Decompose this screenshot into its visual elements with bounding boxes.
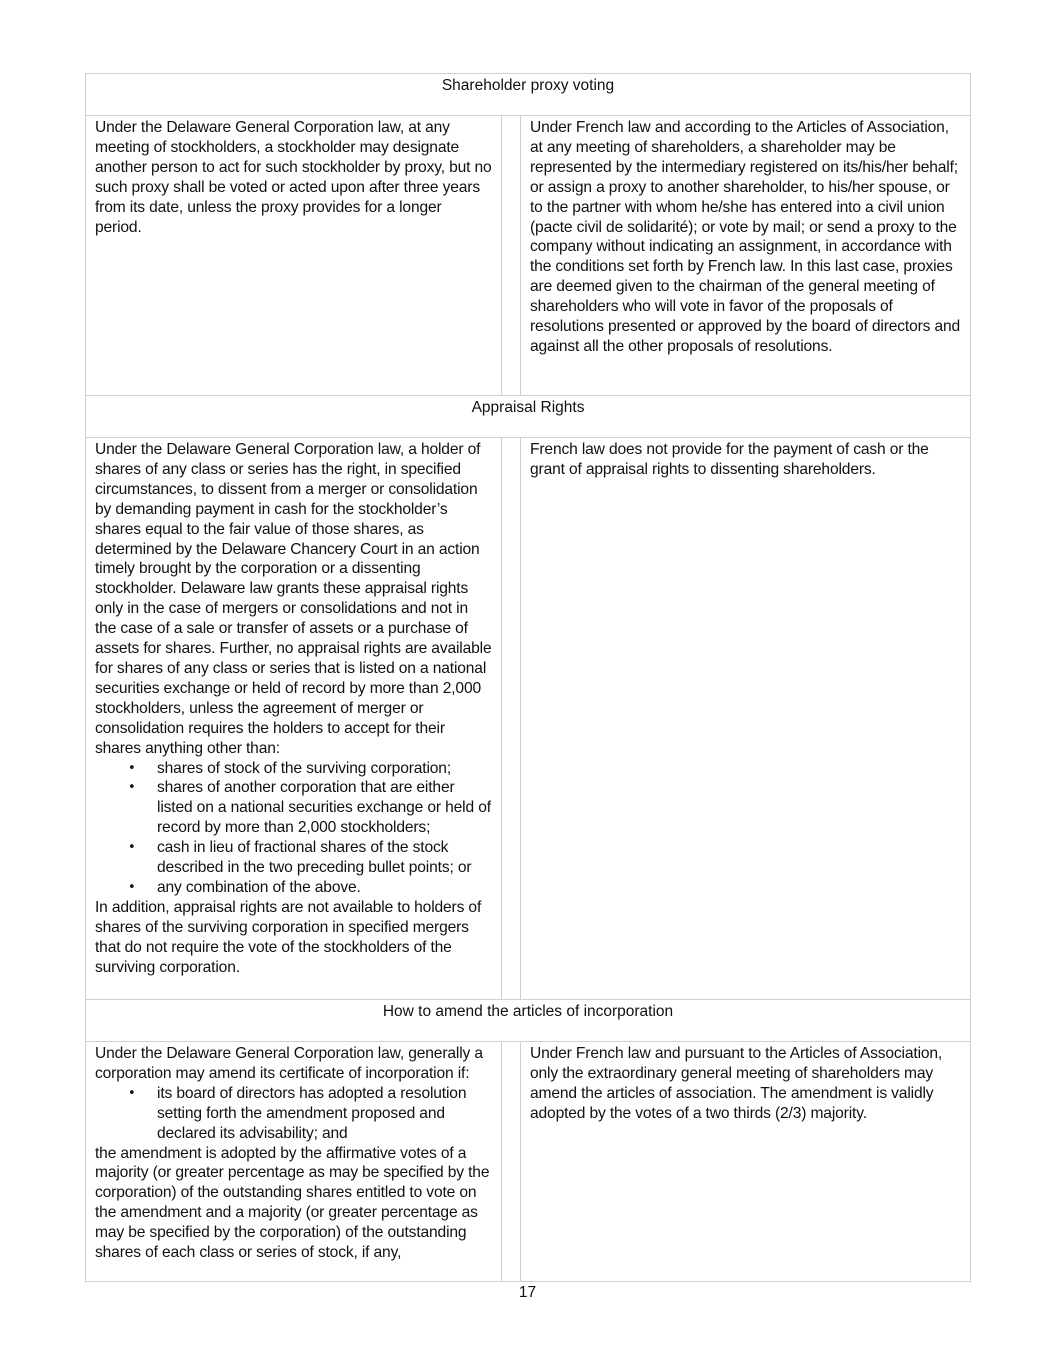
french-column-cell xyxy=(521,116,971,396)
delaware-appraisal-intro: Under the Delaware General Corporation law, a holder of shares of any class or series has the right, in specified circumstances, to dissent from a merger or consolidation by demanding payment in cash for the stockholder’s shares equal to the fair value of those shares, as determined by the Delaware Chancery Court in an action timely brought by the corporation or a dissenting stockholder. Delaware law grants these appraisal rights only in the case of mergers or consolidations and not in the case of a sale or transfer of assets or a purchase of assets for shares. Further, no appraisal rights are available for shares of any class or series that is listed on a national securities exchange or held of record by more than 2,000 stockholders, unless the agreement of merger or consolidation requires the holders to accept for their shares anything other than: xyxy=(95,441,492,757)
delaware-appraisal-outro: In addition, appraisal rights are not available to holders of shares of the surviving corporation in specified mergers that do not require the vote of the stockholders of the surviving corporation. xyxy=(95,898,482,976)
delaware-column-cell xyxy=(86,1042,502,1282)
column-spacer xyxy=(502,1042,521,1282)
section-title-appraisal-rights: Appraisal Rights xyxy=(86,396,971,438)
section-title-amend-articles: How to amend the articles of incorporation xyxy=(86,1000,971,1042)
section-content-row xyxy=(86,438,971,1000)
delaware-column-cell xyxy=(86,438,502,1000)
column-spacer xyxy=(502,116,521,396)
french-proxy-text: Under French law and according to the Articles of Association, at any meeting of shareholders, a shareholder may be represented by the intermediary registered on its/his/her behalf; or assign a proxy to another shareholder, to his/her spouse, or to the partner with whom he/she has entered into a civil union (pacte civil de solidarité); or vote by mail; or send a proxy to the company without indicating an assignment, in accordance with the conditions set forth by French law. In this last case, proxies are deemed given to the chairman of the general meeting of shareholders who will vote in favor of the proposals of resolutions presented or approved by the board of directors and against all the other proposals of resolutions. xyxy=(530,119,961,355)
list-item: • its board of directors has adopted a resolution setting forth the amendment proposed and declared its advisability; and xyxy=(95,1084,492,1144)
column-spacer xyxy=(502,438,521,1000)
list-item: • any combination of the above. xyxy=(95,878,492,898)
list-item: • cash in lieu of fractional shares of the stock described in the two preceding bullet points; or xyxy=(95,838,492,878)
section-content-row xyxy=(86,116,971,396)
comparison-table xyxy=(85,73,971,1282)
section-header-row xyxy=(86,74,971,116)
french-amend-text: Under French law and pursuant to the Articles of Association, only the extraordinary general meeting of shareholders may amend the articles of association. The amendment is validly adopted by the votes of a two thirds (2/3) majority. xyxy=(530,1045,943,1122)
french-appraisal-text: French law does not provide for the payment of cash or the grant of appraisal rights to dissenting shareholders. xyxy=(530,441,929,478)
list-item: • shares of another corporation that are either listed on a national securities exchange or held of record by more than 2,000 stockholders; xyxy=(95,778,492,838)
section-title-proxy-voting: Shareholder proxy voting xyxy=(86,74,971,116)
delaware-amend-intro: Under the Delaware General Corporation law, generally a corporation may amend its certificate of incorporation if: xyxy=(95,1045,483,1082)
section-header-row xyxy=(86,396,971,438)
section-content-row xyxy=(86,1042,971,1282)
page-number: 17 xyxy=(518,1284,537,1301)
french-column-cell xyxy=(521,1042,971,1282)
list-item: • shares of stock of the surviving corporation; xyxy=(95,759,492,779)
delaware-proxy-text: Under the Delaware General Corporation law, at any meeting of stockholders, a stockholder may designate another person to act for such stockholder by proxy, but no such proxy shall be voted or acted upon after three years from its date, unless the proxy provides for a longer period. xyxy=(95,119,492,236)
bullet-list xyxy=(95,759,492,898)
section-header-row xyxy=(86,1000,971,1042)
french-column-cell xyxy=(521,438,971,1000)
delaware-column-cell xyxy=(86,116,502,396)
bullet-list xyxy=(95,1084,492,1144)
delaware-amend-outro: the amendment is adopted by the affirmative votes of a majority (or greater percentage as may be specified by the corporation) of the outstanding shares entitled to vote on the amendment and a majority (or greater percentage as may be specified by the corporation) of the outstanding shares of each class or series of stock, if any, xyxy=(95,1144,490,1262)
